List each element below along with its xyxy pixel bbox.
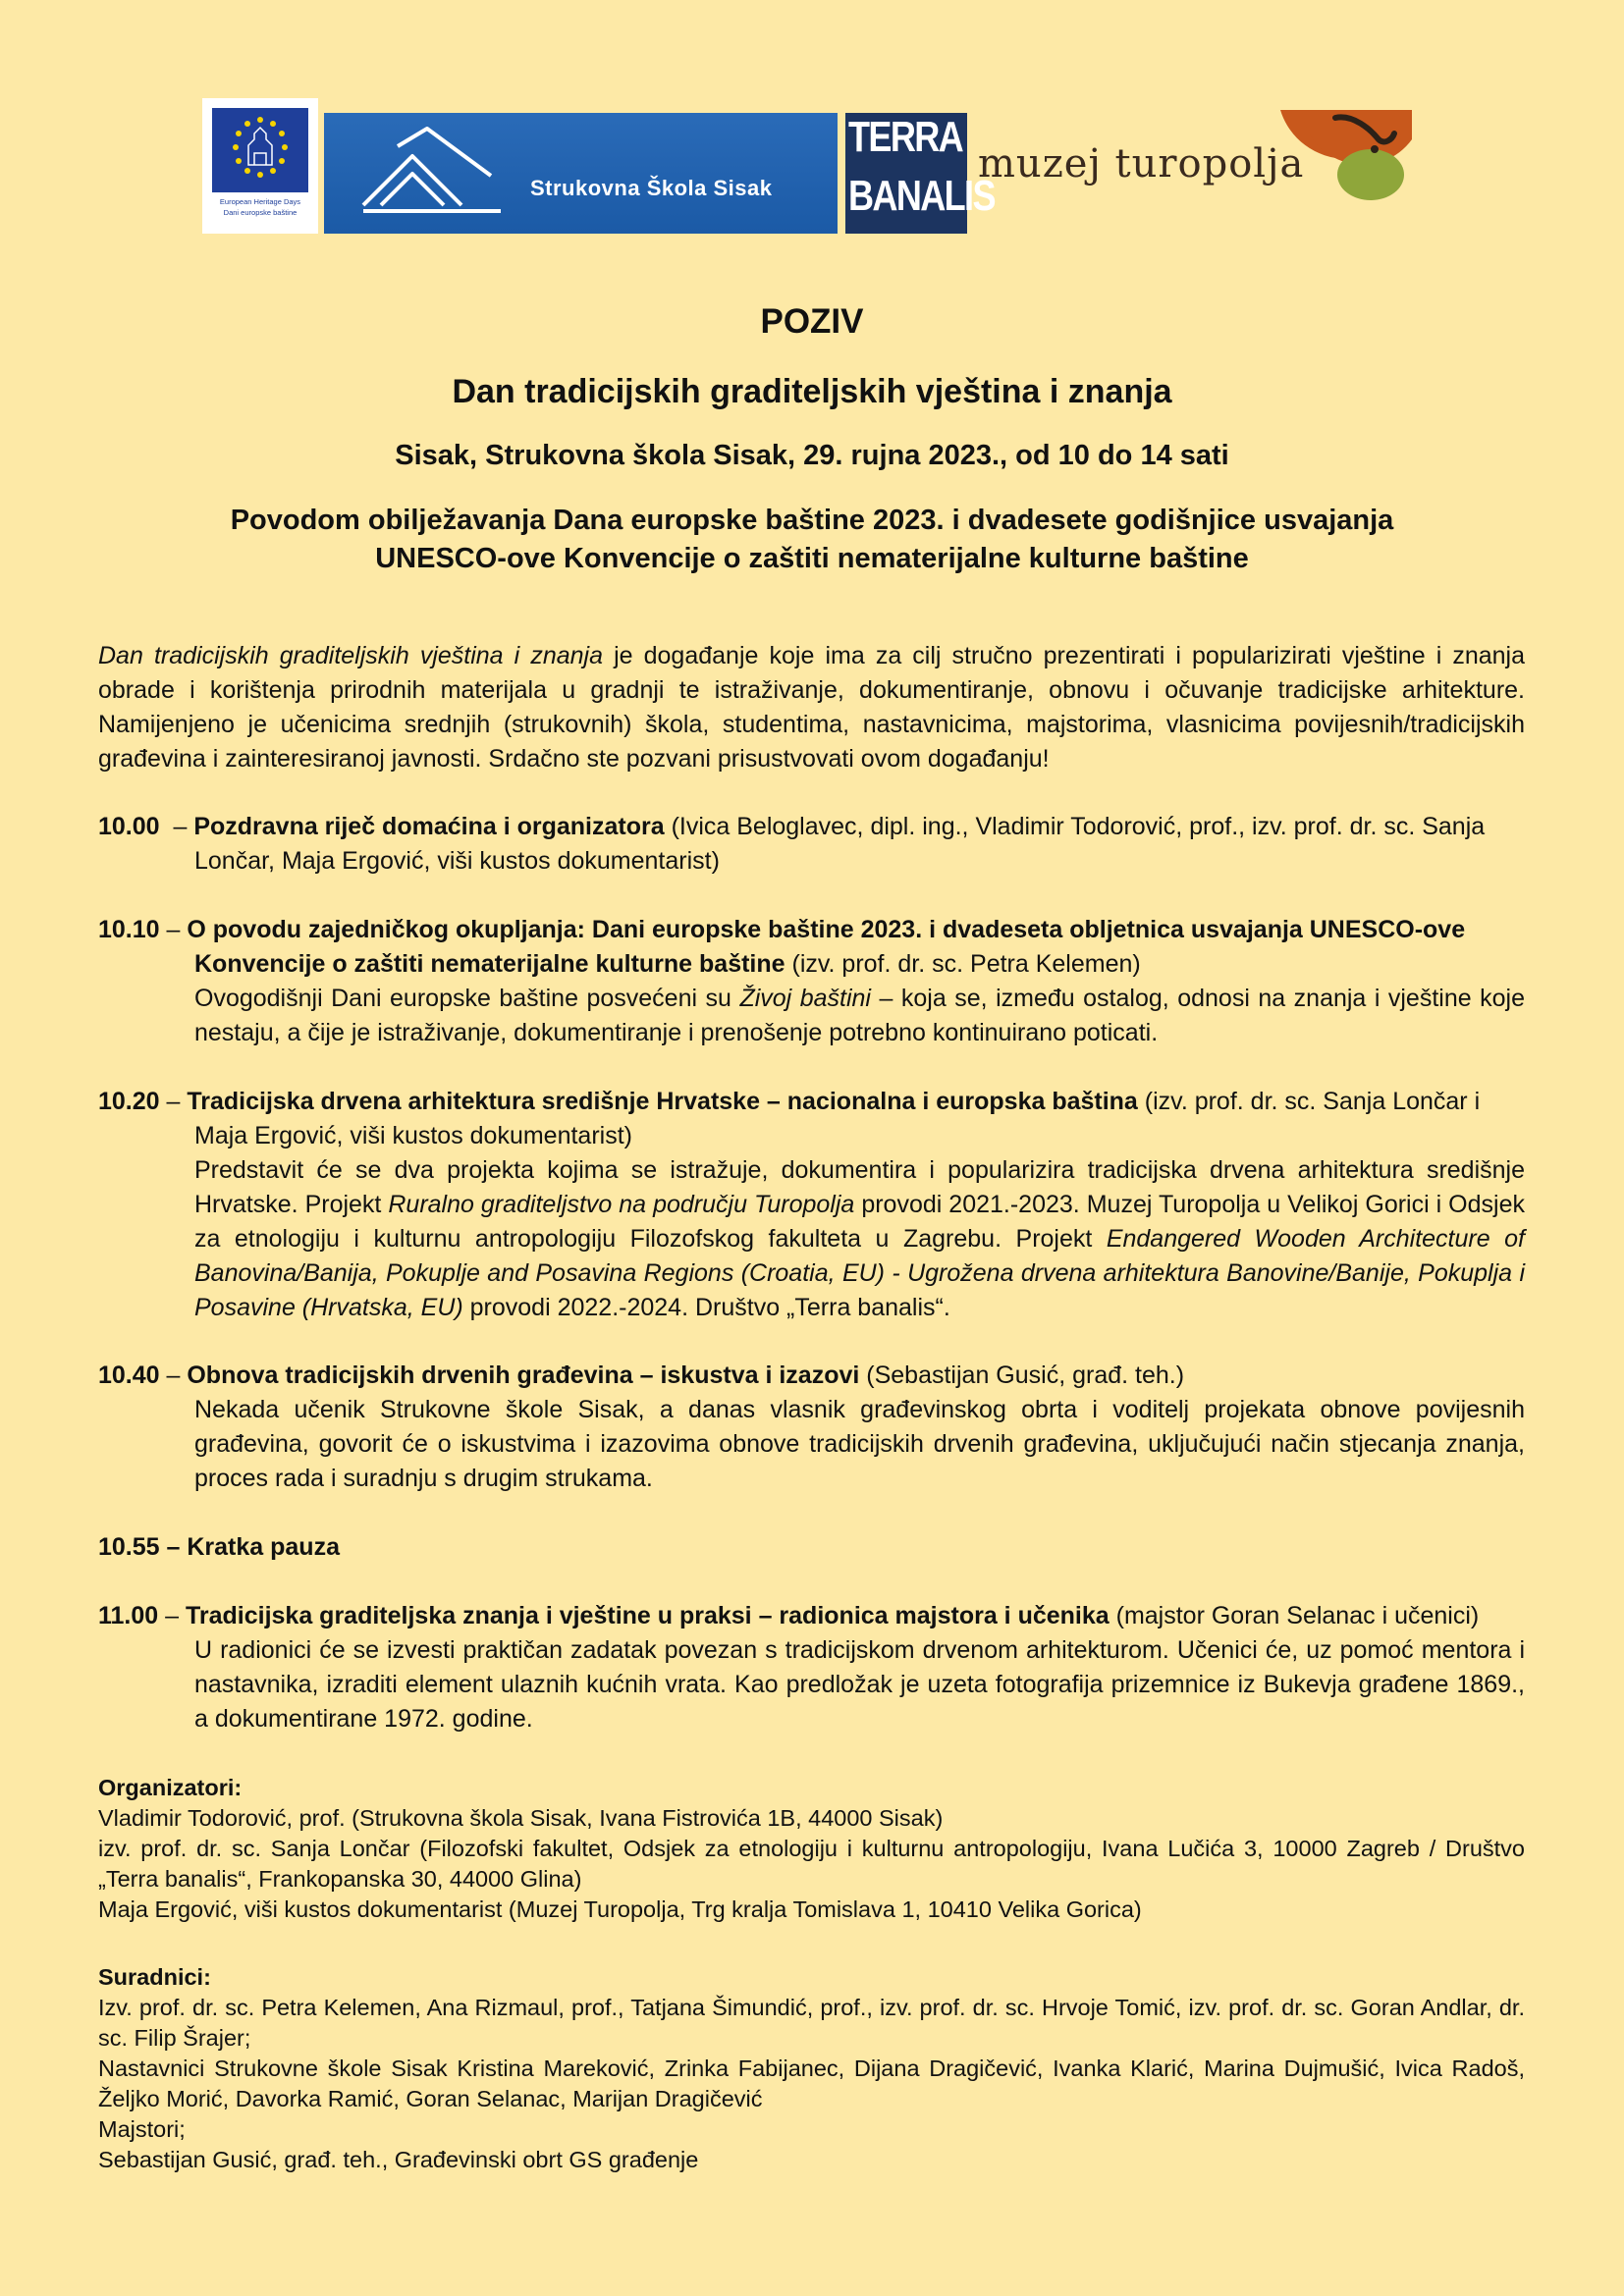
collaborator-line: Nastavnici Strukovne škole Sisak Kristina Mareković, Zrinka Fabijanec, Dijana Dragičević, Ivanka Klarić, Marina Dujmušić, Ivica Radoš, Željko Morić, Davorka Ramić, Goran Selanac, Marijan Dragičević (98, 2056, 1525, 2111)
intro-italic: Dan tradicijskih graditeljskih vještina i znanja (98, 642, 603, 669)
item-description (98, 1153, 1525, 1325)
intro-paragraph (98, 639, 1525, 776)
eu-flag-icon (212, 108, 308, 192)
desc-text: provodi 2022.-2024. Društvo „Terra banalis“. (462, 1294, 950, 1321)
event-title: Dan tradicijskih graditeljskih vještina i znanja (452, 373, 1172, 410)
organizer-line: izv. prof. dr. sc. Sanja Lončar (Filozofski fakultet, Odsjek za etnologiju i kulturnu antropologiju, Ivana Lučića 3, 10000 Zagreb / Društvo „Terra banalis“, Frankopanska 30, 44000 Glina) (98, 1836, 1525, 1892)
intro-text: je događanje koje ima za cilj stručno prezentirati i popularizirati vještine i znanja obrade i korištenja prirodnih materijala u gradnji te istraživanje, dokumentiranje, obnovu i očuvanje tradicijske arhitekture. Namijenjeno je učenicima srednjih (strukovnih) škola, studentima, nastavnicima, majstorima, vlasnicima povijesnih/tradicijskih građevina i zainteresiranoj javnosti. Srdačno ste pozvani prisustvovati ovom događanju! (98, 642, 1525, 773)
item-time: 10.20 (98, 1088, 160, 1115)
desc-text: Ovogodišnji Dani europske baštine posvećeni su (194, 985, 740, 1012)
collaborators-block (98, 1962, 1525, 2175)
program-item (98, 1359, 1525, 1496)
logo-strip (202, 98, 1430, 236)
eu-logo-caption-en: European Heritage Days (219, 197, 301, 206)
item-time: 10.00 (98, 813, 160, 840)
item-description: Nekada učenik Strukovne škole Sisak, a danas vlasnik građevinskog obrta i voditelj projekata obnove povijesnih građevina, govorit će o iskustvima i izazovima obnove tradicijskih drvenih građevina, uključujući način stjecanja znanja, proces rada i suradnju s drugim strukama. (194, 1396, 1525, 1492)
item-sep: – (159, 813, 194, 840)
item-title: Tradicijska graditeljska znanja i vještine u praksi – radionica majstora i učenika (185, 1602, 1110, 1629)
desc-text: – koja se, između ostalog, odnosi na znanja i vještine koje nestaju, a čije je istraživanje, dokumentiranje i prenošenje potrebno kontinuirano poticati. (194, 985, 1525, 1046)
collaborator-line: Majstori; (98, 2116, 186, 2142)
item-speakers: (Sebastijan Gusić, građ. teh.) (859, 1362, 1185, 1389)
terra-banalis-logo (845, 113, 995, 234)
organizers-heading: Organizatori: (98, 1775, 243, 1800)
eu-logo-caption-hr: Dani europske baštine (223, 208, 298, 217)
item-speakers: (Ivica Beloglavec, dipl. ing., Vladimir Todorović, prof., izv. prof. dr. sc. Sanja Lončar, Maja Ergović, viši kustos dokumentarist) (194, 813, 1486, 875)
desc-italic: Endangered Wooden Architecture of Banovina/Banija, Pokuplje and Posavina Regions (Croatia, EU) - Ugrožena drvena arhitektura Banovine/Banije, Pokuplja i Posavine (Hrvatska, EU) (194, 1225, 1525, 1321)
program-item (98, 1530, 1525, 1565)
school-roof-icon (353, 127, 520, 220)
occasion-line-2: UNESCO-ove Konvencije o zaštiti nematerijalne kulturne baštine (375, 543, 1249, 574)
organizers-block (98, 1773, 1525, 1925)
program-item (98, 810, 1525, 879)
item-sep: – (158, 1602, 186, 1629)
item-description: U radionici će se izvesti praktičan zadatak povezan s tradicijskom drvenom arhitekturom. Učenici će, uz pomoć mentora i nastavnika, izraditi element ulaznih kućnih vrata. Kao predložak je uzeta fotografija prizemnice iz Bukevja građene 1869., a dokumentirane 1972. godine. (194, 1636, 1525, 1733)
item-sep: – (159, 1362, 188, 1389)
school-name: Strukovna Škola Sisak (530, 176, 773, 200)
collaborator-line: Izv. prof. dr. sc. Petra Kelemen, Ana Rizmaul, prof., Tatjana Šimundić, prof., izv. prof. dr. sc. Hrvoje Tomić, izv. prof. dr. sc. Goran Andlar, dr. sc. Filip Šrajer; (98, 1995, 1525, 2051)
heading-poziv: POZIV (760, 302, 864, 341)
item-title: Tradicijska drvena arhitektura središnje Hrvatske – nacionalna i europska baština (187, 1088, 1138, 1115)
item-time: 11.00 (98, 1602, 159, 1629)
muzej-turopolja-logo (978, 110, 1430, 236)
item-description (98, 982, 1525, 1050)
item-title: O povodu zajedničkog okupljanja: Dani europske baštine 2023. i dvadeseta obljetnica usvajanja UNESCO-ove Konvencije o zaštiti nematerijalne kulturne baštine (187, 916, 1466, 978)
event-place-date: Sisak, Strukovna škola Sisak, 29. rujna 2023., od 10 do 14 sati (395, 440, 1229, 471)
european-heritage-days-logo (202, 98, 318, 234)
terra-banalis-line1: TERRA (848, 113, 963, 161)
item-time: 10.55 (98, 1533, 160, 1561)
item-speakers: (izv. prof. dr. sc. Petra Kelemen) (785, 950, 1141, 978)
item-speakers: (izv. prof. dr. sc. Sanja Lončar i Maja Ergović, viši kustos dokumentarist) (194, 1088, 1481, 1149)
acorn-emblem-icon (1263, 110, 1420, 236)
museum-name: muzej turopolja (978, 141, 1305, 187)
item-title: Pozdravna riječ domaćina i organizatora (193, 813, 665, 840)
strukovna-skola-sisak-logo (324, 113, 838, 234)
item-sep: – (159, 916, 188, 943)
terra-banalis-line2: BANALIS (848, 172, 995, 220)
item-title: Obnova tradicijskih drvenih građevina – iskustva i izazovi (187, 1362, 860, 1389)
item-time: 10.40 (98, 1362, 160, 1389)
organizer-line: Maja Ergović, viši kustos dokumentarist (Muzej Turopolja, Trg kralja Tomislava 1, 10410 Velika Gorica) (98, 1896, 1142, 1922)
occasion-line-1: Povodom obilježavanja Dana europske baštine 2023. i dvadesete godišnjice usvajanja (230, 505, 1394, 536)
desc-text: Predstavit će se dva projekta kojima se istražuje, dokumentira i popularizira tradicijska drvena arhitektura središnje Hrvatske. Projekt (194, 1156, 1525, 1218)
organizer-line: Vladimir Todorović, prof. (Strukovna škola Sisak, Ivana Fistrovića 1B, 44000 Sisak) (98, 1805, 944, 1831)
item-sep: – (159, 1088, 188, 1115)
program-item (98, 1085, 1525, 1325)
item-speakers: (majstor Goran Selanac i učenici) (1109, 1602, 1480, 1629)
item-title: Kratka pauza (187, 1533, 340, 1561)
desc-italic: Ruralno graditeljstvo na području Turopolja (388, 1191, 855, 1218)
program-item (98, 913, 1525, 1050)
collaborator-line: Sebastijan Gusić, građ. teh., Građevinski obrt GS građenje (98, 2147, 699, 2172)
item-time: 10.10 (98, 916, 160, 943)
collaborators-heading: Suradnici: (98, 1964, 211, 1990)
desc-text: provodi 2021.-2023. Muzej Turopolja u Velikoj Gorici i Odsjek za etnologiju i kulturnu antropologiju Filozofskog fakulteta u Zagrebu. Projekt (194, 1191, 1525, 1253)
desc-italic: Živoj baštini (739, 985, 871, 1012)
item-sep: – (159, 1533, 188, 1561)
program-item (98, 1599, 1525, 1736)
